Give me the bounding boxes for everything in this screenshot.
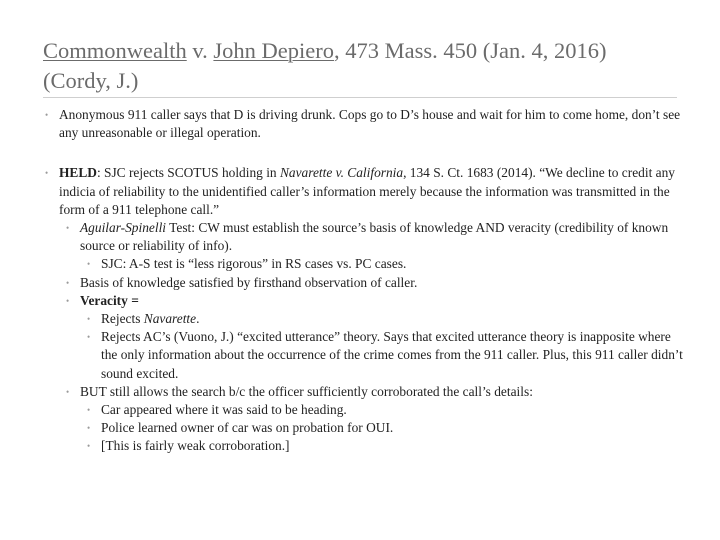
car-appeared-text: Car appeared where it was said to be heading. xyxy=(101,402,347,418)
aguilar-spinelli-text: Test: CW must establish the source’s basis of knowledge AND veracity (credibility of known source or reliability of info). xyxy=(80,220,669,254)
bullet-facts xyxy=(43,106,688,142)
navarette-case: Navarette v. California xyxy=(279,165,404,181)
judge-text: (Cordy, J.) xyxy=(43,68,139,93)
facts-text: Anonymous 911 caller says that D is driving drunk. Cops go to D’s house and wait for him to come home, don’t see any unreasonable or illegal operation. xyxy=(59,107,681,141)
held-text-b: , 134 S. Ct. 1683 (2014). “We decline to credit any indicia of reliability to the unidentified caller’s information merely because the information was transmitted in the form of a 911 telephone call.” xyxy=(59,165,675,217)
bullet-veracity xyxy=(43,292,688,310)
versus-text: v. xyxy=(186,38,214,63)
case-name-commonwealth: Commonwealth xyxy=(43,38,187,63)
bullet-rejects-navarette xyxy=(43,310,688,328)
bullet-glyph: • xyxy=(87,441,91,452)
bullet-glyph: • xyxy=(87,423,91,434)
bullet-glyph: • xyxy=(66,223,70,234)
bullet-but-still xyxy=(43,383,688,401)
bullet-held xyxy=(43,164,688,219)
bullet-excited-utterance xyxy=(43,328,688,383)
slide-body xyxy=(43,106,688,456)
slide-title xyxy=(43,36,693,96)
probation-text: Police learned owner of car was on probation for OUI. xyxy=(101,420,394,436)
bullet-glyph: • xyxy=(66,386,70,397)
veracity-label: Veracity = xyxy=(80,292,139,308)
bullet-probation xyxy=(43,419,688,437)
bullet-weak-corroboration xyxy=(43,437,688,455)
navarette-case-short: Navarette xyxy=(143,311,197,327)
but-still-text: BUT still allows the search b/c the officer sufficiently corroborated the call’s details: xyxy=(80,383,533,399)
weak-corroboration-text: [This is fairly weak corroboration.] xyxy=(101,438,290,454)
sjc-as-test-text: SJC: A-S test is “less rigorous” in RS cases vs. PC cases. xyxy=(101,256,407,272)
title-divider xyxy=(43,97,677,98)
case-name-depiero: John Depiero xyxy=(213,38,335,63)
rejects-text: Rejects xyxy=(101,311,144,327)
period-text: . xyxy=(196,311,200,327)
bullet-glyph: • xyxy=(66,295,70,306)
citation-text: , 473 Mass. 450 (Jan. 4, 2016) xyxy=(334,38,607,63)
held-label: HELD xyxy=(59,165,97,181)
bullet-glyph: • xyxy=(87,405,91,416)
bullet-car-appeared xyxy=(43,401,688,419)
basis-of-knowledge-text: Basis of knowledge satisfied by firsthand observation of caller. xyxy=(80,274,418,290)
bullet-basis-of-knowledge xyxy=(43,274,688,292)
excited-utterance-text: Rejects AC’s (Vuono, J.) “excited utterance” theory. Says that excited utterance theory is inapposite where the only information about the occurrence of the crime comes from the 911 caller. Plus, this 911 caller didn’t sound excited. xyxy=(101,329,683,381)
bullet-glyph: • xyxy=(87,332,91,343)
bullet-glyph: • xyxy=(87,259,91,270)
bullet-sjc-as-test xyxy=(43,255,688,273)
aguilar-spinelli-case: Aguilar-Spinelli xyxy=(80,220,167,236)
bullet-glyph: • xyxy=(45,168,49,179)
bullet-aguilar-spinelli xyxy=(43,219,688,255)
held-text-a: : SJC rejects SCOTUS holding in xyxy=(96,165,280,181)
bullet-glyph: • xyxy=(45,110,49,120)
bullet-glyph: • xyxy=(87,314,91,325)
bullet-glyph: • xyxy=(66,277,70,288)
